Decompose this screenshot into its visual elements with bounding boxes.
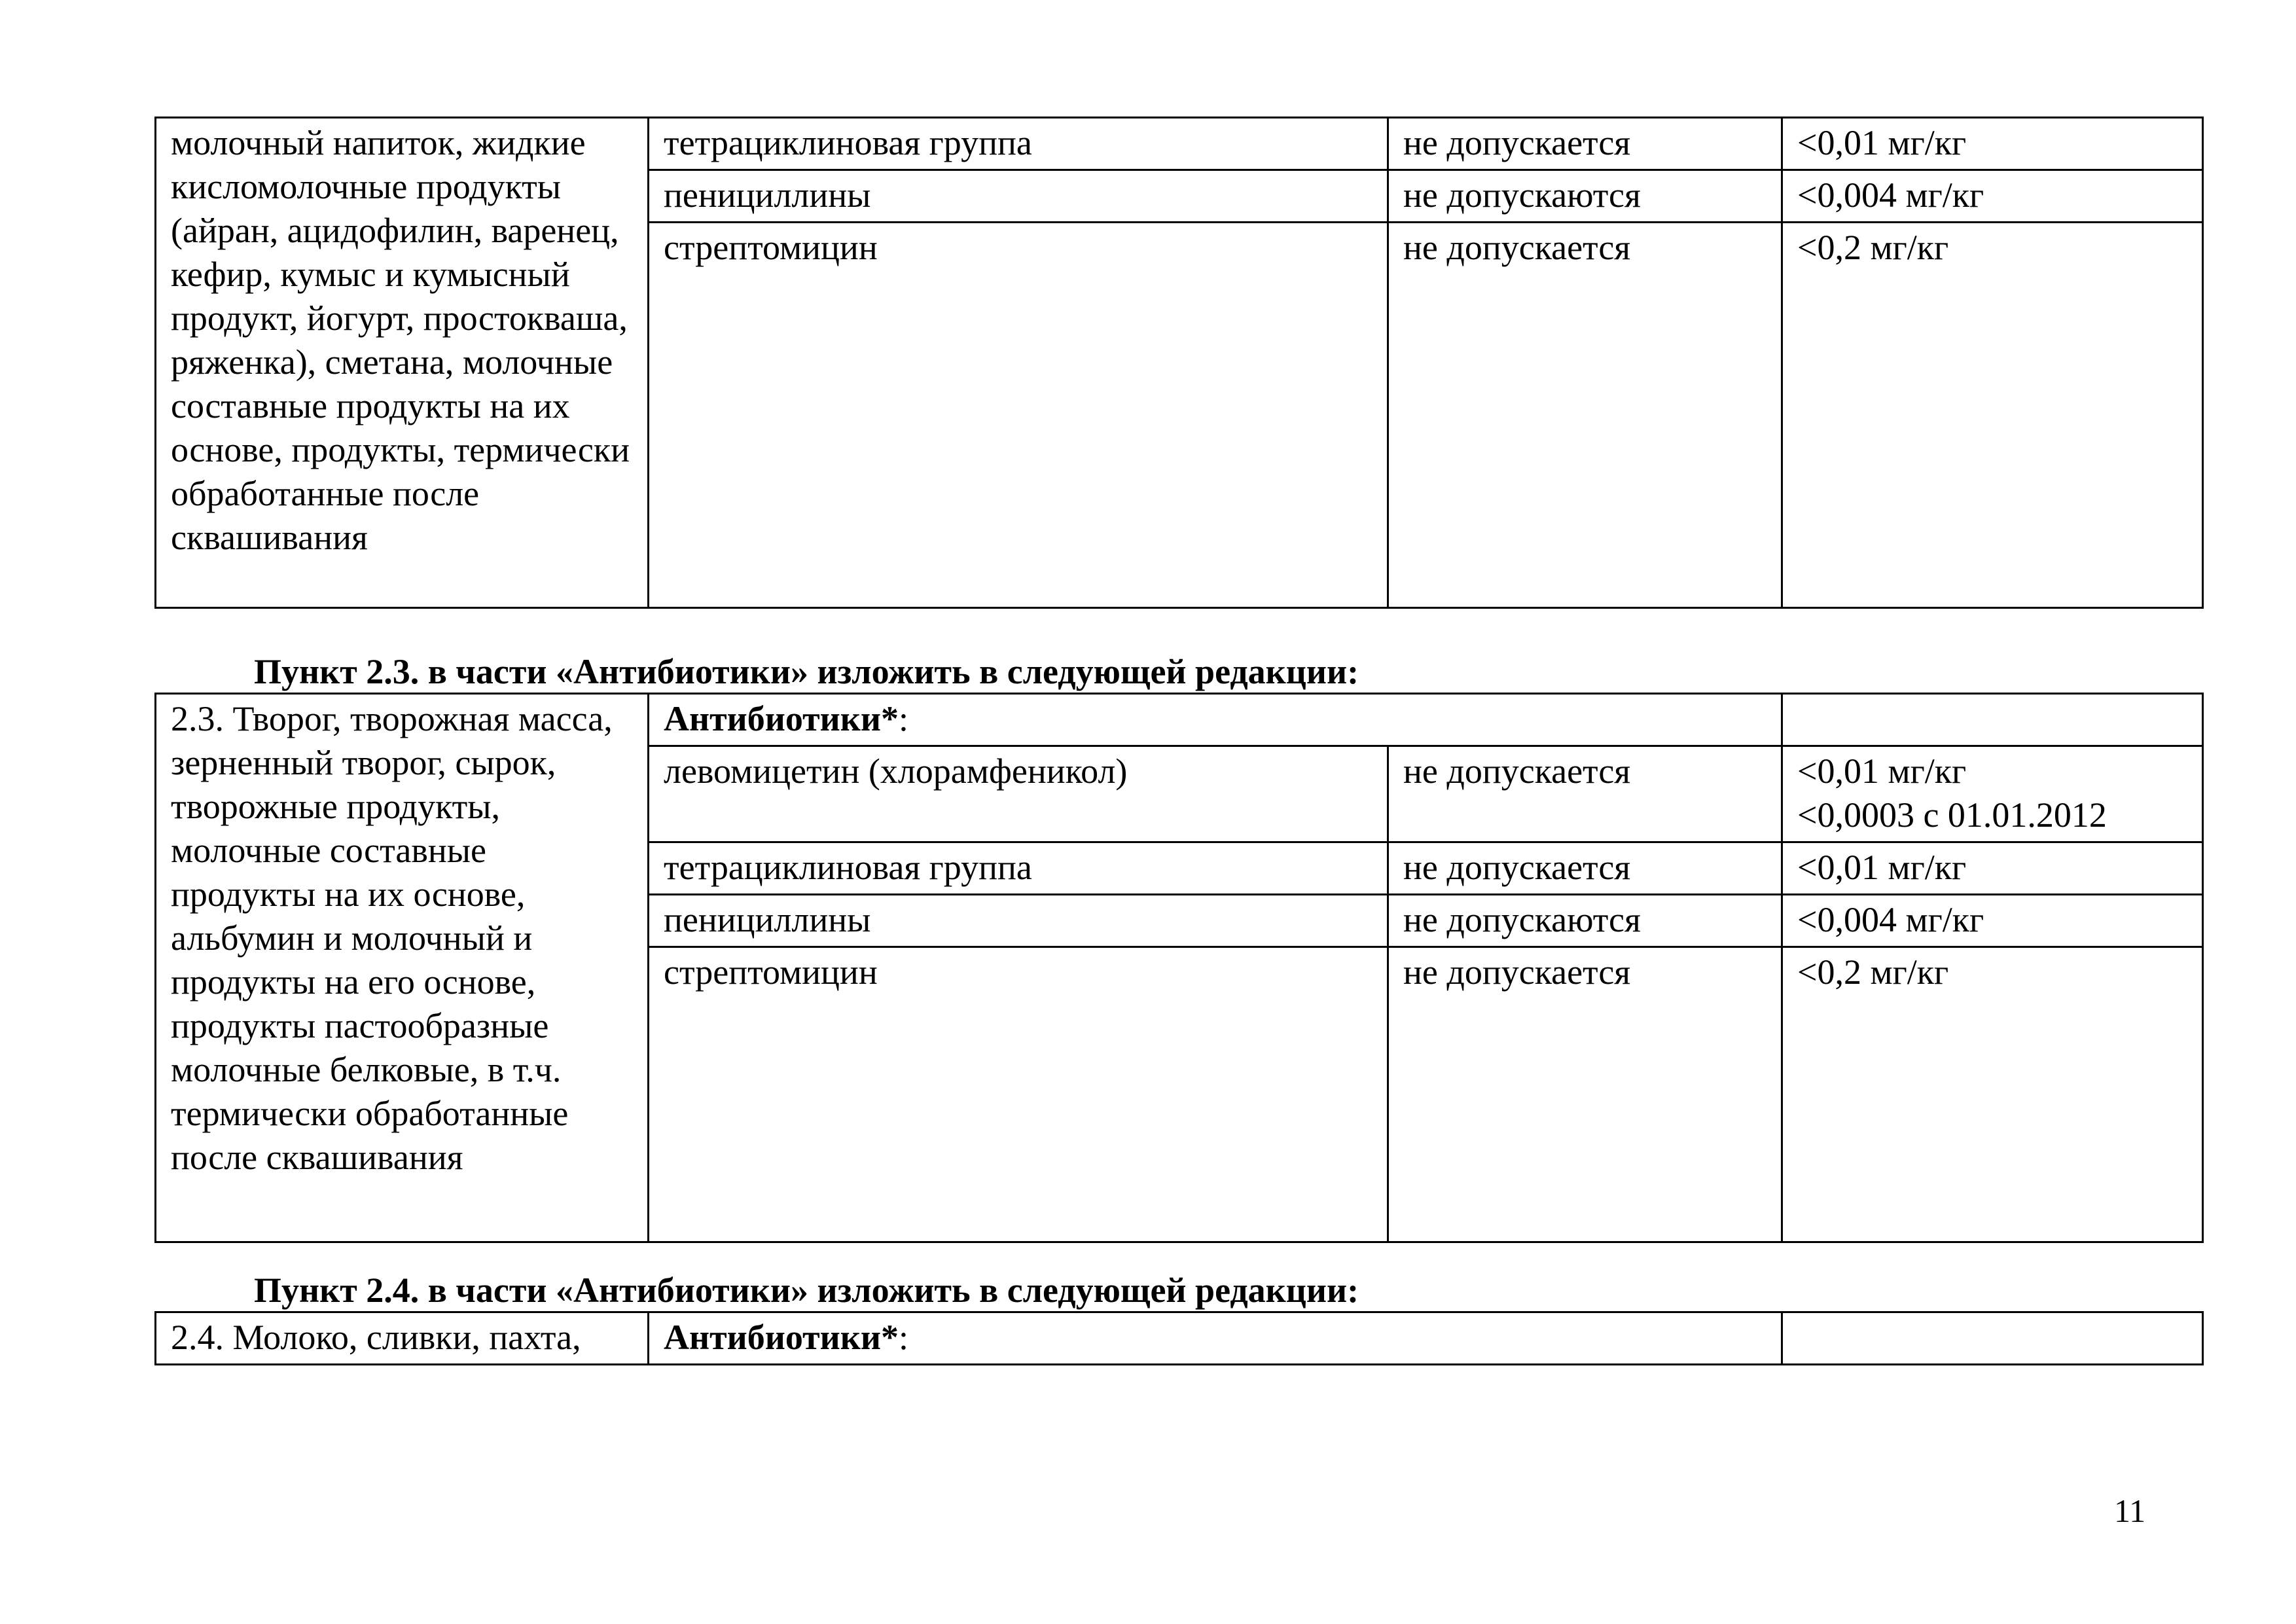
product-cell: 2.4. Молоко, сливки, пахта, — [156, 1312, 649, 1365]
group-label: Антибиотики* — [664, 699, 899, 738]
substance-cell: пенициллины — [649, 170, 1388, 223]
product-cell — [156, 694, 649, 1242]
norm-cell: не допускается — [1388, 947, 1782, 1242]
norm-cell: не допускается — [1388, 223, 1782, 608]
limit-cell: <0,004 мг/кг — [1782, 895, 2203, 947]
substance-cell: тетрациклиновая группа — [649, 118, 1388, 170]
substance-cell: левомицетин (хлорамфеникол) — [649, 746, 1388, 842]
group-label: Антибиотики* — [664, 1318, 899, 1357]
table-row — [156, 118, 2203, 170]
antibiotics-table-2-3 — [154, 693, 2204, 1243]
table-row — [156, 694, 2203, 746]
product-text: молочный напиток, жидкие кисломолочные продукты (айран, ацидофилин, варенец, кефир, кумыс и кумысный продукт, йогурт, простокваша, ряженка), сметана, молочные составные продукты на их основе, продукты, термически обработанные после сквашивания — [171, 123, 630, 557]
limit-cell: <0,2 мг/кг — [1782, 947, 2203, 1242]
limit-cell: <0,01 мг/кг — [1782, 842, 2203, 895]
norm-cell: не допускается — [1388, 842, 1782, 895]
substance-cell: стрептомицин — [649, 947, 1388, 1242]
product-cell — [156, 118, 649, 608]
substance-cell: пенициллины — [649, 895, 1388, 947]
norm-cell: не допускается — [1388, 746, 1782, 842]
page-number: 11 — [2114, 1492, 2146, 1529]
empty-cell — [1782, 1312, 2203, 1365]
group-suffix: : — [899, 699, 909, 738]
group-header-cell — [649, 1312, 1782, 1365]
section-heading-2-3: Пункт 2.3. в части «Антибиотики» изложить в следующей редакции: — [254, 652, 1359, 691]
group-suffix: : — [899, 1318, 909, 1357]
limit-cell: <0,004 мг/кг — [1782, 170, 2203, 223]
group-header-cell — [649, 694, 1782, 746]
table-row — [156, 1312, 2203, 1365]
norm-cell: не допускается — [1388, 118, 1782, 170]
section-heading-2-4: Пункт 2.4. в части «Антибиотики» изложить в следующей редакции: — [254, 1271, 1359, 1310]
substance-cell: стрептомицин — [649, 223, 1388, 608]
empty-cell — [1782, 694, 2203, 746]
limit-cell: <0,2 мг/кг — [1782, 223, 2203, 608]
limit-cell: <0,01 мг/кг — [1782, 118, 2203, 170]
norm-cell: не допускаются — [1388, 895, 1782, 947]
antibiotics-table-2-4 — [154, 1311, 2204, 1365]
antibiotics-table-continued — [154, 117, 2204, 609]
norm-cell: не допускаются — [1388, 170, 1782, 223]
product-text: 2.3. Творог, творожная масса, зерненный творог, сырок, творожные продукты, молочные составные продукты на их основе, альбумин и молочный и продукты на его основе, продукты пастообразные молочные белковые, в т.ч. термически обработанные после сквашивания — [171, 699, 613, 1177]
limit-cell: <0,01 мг/кг <0,0003 с 01.01.2012 — [1782, 746, 2203, 842]
substance-cell: тетрациклиновая группа — [649, 842, 1388, 895]
